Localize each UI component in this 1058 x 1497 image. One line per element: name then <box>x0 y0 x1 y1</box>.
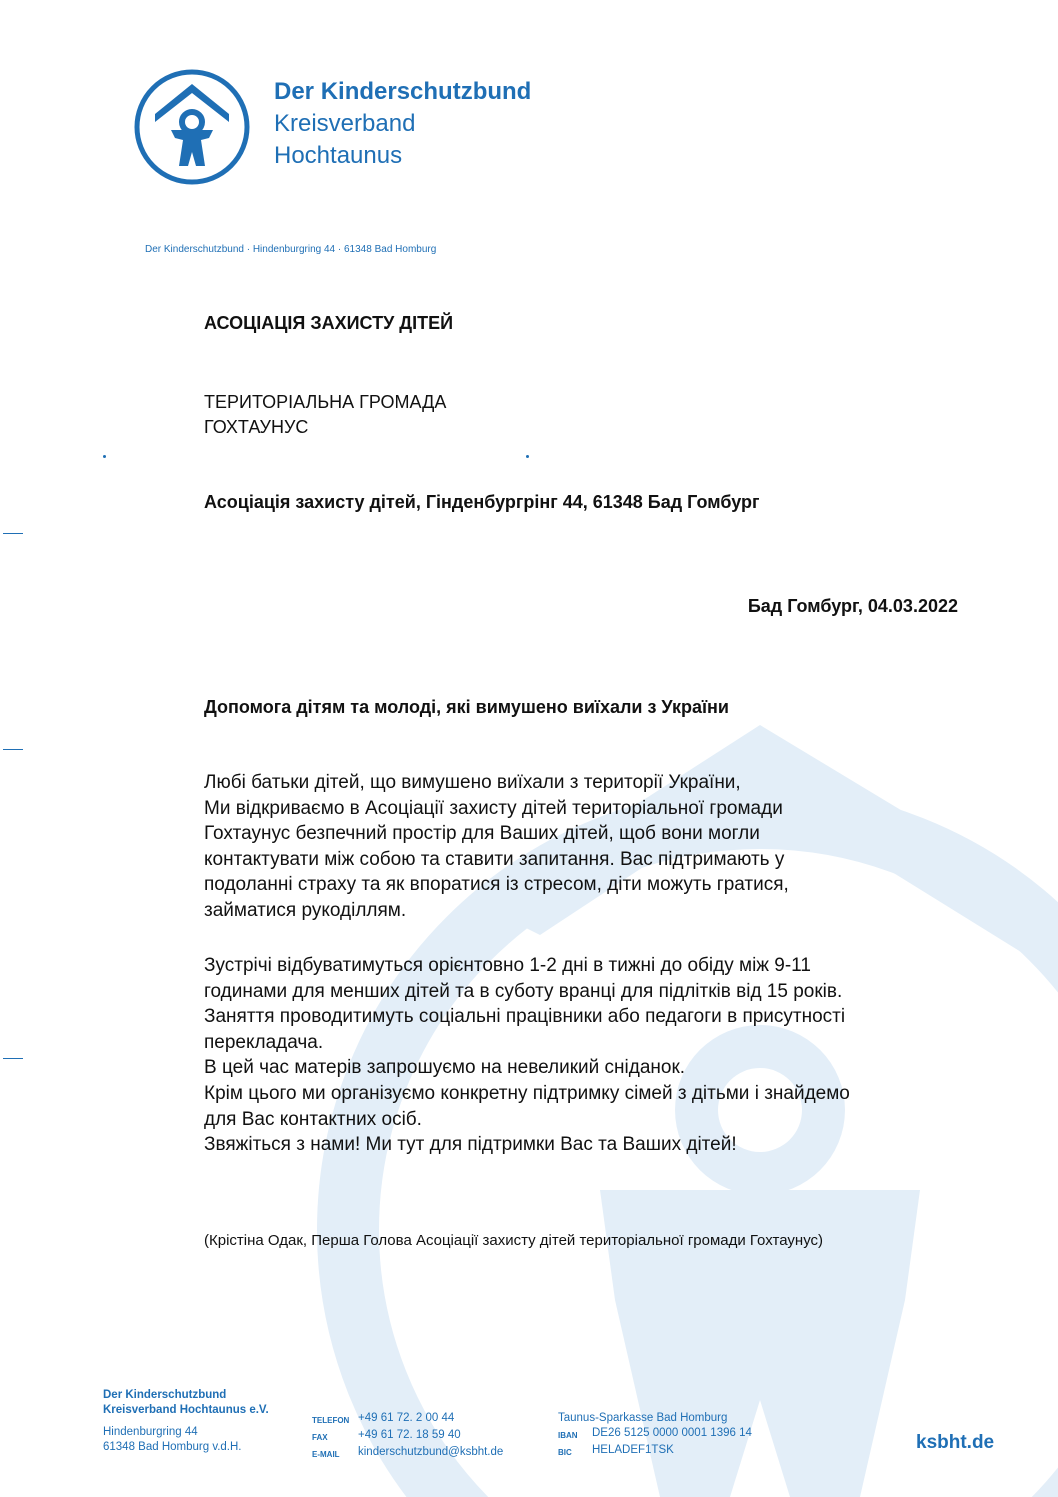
kinderschutzbund-logo-icon <box>133 68 251 186</box>
bank-name: Taunus-Sparkasse Bad Homburg <box>558 1412 728 1424</box>
fold-mark-2 <box>3 749 23 750</box>
footer-email-row <box>312 1445 503 1462</box>
body-line: Гохтаунус безпечний простір для Ваших дітей, щоб вони могли <box>204 823 760 845</box>
fax-value: +49 61 72. 18 59 40 <box>358 1429 461 1441</box>
logo-line-1: Der Kinderschutzbund <box>274 78 532 105</box>
body-line: займатися рукоділлям. <box>204 899 407 921</box>
window-mark-left <box>103 455 106 458</box>
telefon-label: TELEFON <box>312 1416 350 1425</box>
logo-line-3: Hochtaunus <box>274 142 403 169</box>
bic-label: BIC <box>558 1448 572 1457</box>
telefon-value: +49 61 72. 2 00 44 <box>358 1412 455 1424</box>
recipient-line-1: ТЕРИТОРІАЛЬНА ГРОМАДА <box>204 392 447 412</box>
footer-address-line-2: 61348 Bad Homburg v.d.H. <box>103 1441 242 1453</box>
body-line: Любі батьки дітей, що вимушено виїхали з території України, <box>204 772 741 793</box>
fax-label: FAX <box>312 1433 328 1442</box>
website-link[interactable]: ksbht.de <box>916 1432 995 1453</box>
window-mark-right <box>526 455 529 458</box>
body-line: Крім цього ми організуємо конкретну підтримку сімей з дітьми і знайдемо <box>204 1082 850 1104</box>
body-line: Заняття проводитимуть соціальні працівники або педагоги в присутності <box>204 1006 846 1028</box>
email-link[interactable]: kinderschutzbund@ksbht.de <box>358 1446 504 1458</box>
logo-wordmark <box>274 76 531 172</box>
date-line: Бад Гомбург, 04.03.2022 <box>747 596 958 616</box>
recipient-name <box>204 390 446 440</box>
footer-address <box>103 1425 242 1455</box>
body-line: годинами для менших дітей та в суботу вранці для підлітків від 15 років. <box>204 980 843 1002</box>
logo-line-2: Kreisverband <box>274 110 416 137</box>
fold-mark-3 <box>3 1058 23 1059</box>
sender-line: Асоціація захисту дітей, Гінденбургрінг 44, 61348 Бад Гомбург <box>204 492 760 512</box>
iban-label: IBAN <box>558 1431 578 1440</box>
iban-value: DE26 5125 0000 0001 1396 14 <box>592 1427 752 1439</box>
footer-fax-row <box>312 1428 503 1445</box>
footer-telefon-row <box>312 1411 503 1428</box>
body-line: В цей час матерів запрошуємо на невеликий сніданок. <box>204 1057 686 1079</box>
fold-mark-1 <box>3 533 23 534</box>
subject-line: Допомога дітям та молоді, які вимушено виїхали з України <box>204 697 729 717</box>
body-paragraph-2 <box>204 953 984 1158</box>
footer-org <box>103 1388 269 1418</box>
return-address: Der Kinderschutzbund · Hindenburgring 44 · 61348 Bad Homburg <box>145 244 437 255</box>
footer-iban-row <box>558 1426 752 1443</box>
body-line: для Вас контактних осіб. <box>204 1108 422 1130</box>
body-line: контактувати між собою та ставити запитання. Вас підтримають у <box>204 848 785 870</box>
recipient-org: АСОЦІАЦІЯ ЗАХИСТУ ДІТЕЙ <box>204 313 454 333</box>
body-line: Зустрічі відбуватимуться орієнтовно 1-2 дні в тижні до обіду між 9-11 <box>204 955 811 976</box>
signature: (Крістіна Одак, Перша Голова Асоціації захисту дітей територіальної громади Гохтаунус) <box>204 1232 824 1249</box>
footer-org-line-2: Kreisverband Hochtaunus e.V. <box>103 1404 269 1416</box>
body-paragraph-1 <box>204 770 984 924</box>
body-line: Звяжіться з нами! Ми тут для підтримки Вас та Ваших дітей! <box>204 1134 737 1156</box>
email-label: E-MAIL <box>312 1450 340 1459</box>
footer-contact <box>312 1411 503 1462</box>
footer-address-line-1: Hindenburgring 44 <box>103 1426 198 1438</box>
body-line: Ми відкриваємо в Асоціації захисту дітей територіальної громади <box>204 797 783 819</box>
recipient-line-2: ГОХТАУНУС <box>204 417 309 437</box>
bic-value: HELADEF1TSK <box>592 1444 674 1456</box>
footer-org-line-1: Der Kinderschutzbund <box>103 1389 227 1401</box>
body-line: подоланні страху та як впоратися із стресом, діти можуть гратися, <box>204 874 789 896</box>
body-line: перекладача. <box>204 1031 324 1053</box>
footer-bic-row <box>558 1443 752 1460</box>
footer-bank <box>558 1411 752 1460</box>
